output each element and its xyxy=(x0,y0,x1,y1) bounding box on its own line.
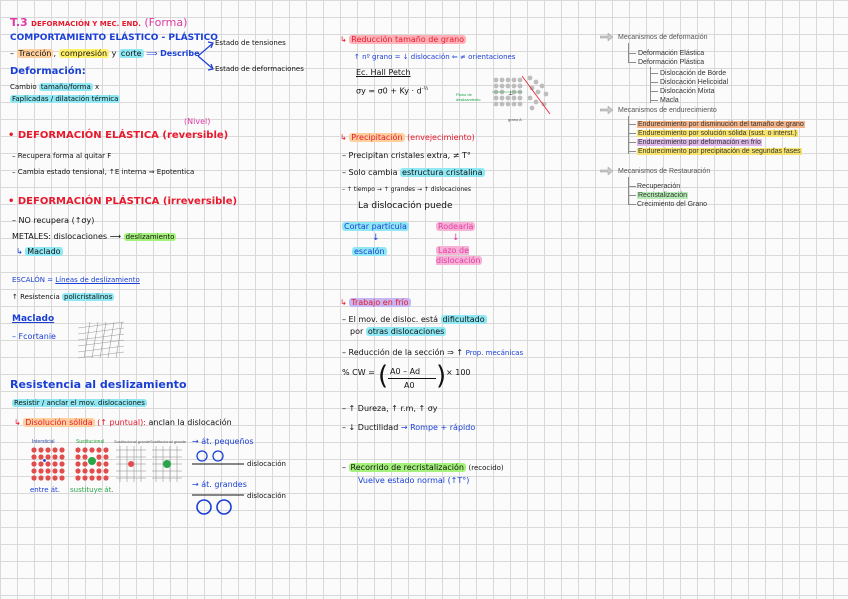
ngrano: ↑ nº grano = ↓ dislocación ⇐ ≠ orientaciones xyxy=(354,53,516,61)
cw-times: × 100 xyxy=(446,368,471,377)
recorrido-tag: (recocido) xyxy=(468,464,504,472)
tree-line xyxy=(628,204,636,205)
cambio-mark: tamaño/forma xyxy=(40,83,91,91)
maclado-sketch xyxy=(76,318,128,360)
maclado-sub xyxy=(16,247,63,257)
ductil-pre: – ↓ Ductilidad xyxy=(342,423,399,432)
svg-text:⊥: ⊥ xyxy=(508,90,514,97)
tree-line xyxy=(628,62,636,63)
recorrido-line xyxy=(342,463,504,473)
cw-paren-left: ( xyxy=(378,361,389,391)
escalon-pre: ESCALÓN = xyxy=(12,276,54,284)
resist-pre: ↑ Resistencia xyxy=(12,293,60,301)
title-line xyxy=(10,16,187,29)
prop-mec: Prop. mecánicas xyxy=(465,349,524,357)
ductil-post: Rompe + rápido xyxy=(410,423,476,432)
trabajo-title: Trabajo en frío xyxy=(351,298,409,307)
precip-arrow: ↳ xyxy=(340,133,347,142)
red-grano-arrow: ↳ xyxy=(340,35,347,44)
disol-tail: anclan la dislocación xyxy=(148,418,232,427)
traccion-line: – Tracción , compresión y corte ⟹ Describe xyxy=(10,49,200,58)
lattice-diagrams xyxy=(30,446,190,482)
disol-post: (↑ puntual): xyxy=(97,418,146,427)
resistir: Resistir / anclar el mov. dislocaciones xyxy=(14,399,145,407)
grano-a: grano A xyxy=(508,117,522,122)
traccion: Tracción xyxy=(18,49,52,58)
lattice-label-4: Sustitucional grande xyxy=(150,439,187,444)
tree-root-deformacion: Mecanismos de deformación xyxy=(618,34,708,41)
trab-1-pre: – El mov. de disloc. está xyxy=(342,315,438,324)
lattice-label-3: Sustitucional grande xyxy=(114,439,151,444)
at-grandes: → át. grandes xyxy=(192,480,247,489)
cw-numerator: A0 – Ad xyxy=(390,367,421,376)
tree-line xyxy=(628,142,636,143)
tree-r2 xyxy=(637,191,688,200)
big-circles xyxy=(192,491,244,517)
recorrido-mark: Recorrido de recristalización xyxy=(350,463,464,472)
resistencia-line xyxy=(12,292,114,302)
tree-e1 xyxy=(637,120,805,129)
tree-r3: Crecimiento del Grano xyxy=(637,201,708,208)
arrow-icon-deformacion xyxy=(600,33,614,41)
fapl: Fapl xyxy=(12,95,27,103)
dislocacion-2: dislocación xyxy=(247,492,286,500)
dislocacion-1: dislocación xyxy=(247,460,286,468)
trabajo-point-1 xyxy=(342,315,487,325)
metales-line xyxy=(12,232,176,242)
tree-line xyxy=(650,100,658,101)
tree-e2-label: Endurecimiento por solución sólida (sust. o interst.) xyxy=(638,130,797,137)
disol-arrow: ↳ xyxy=(14,418,21,427)
estado-tensiones: Estado de tensiones xyxy=(215,39,286,47)
trabajo-point-1b xyxy=(350,327,446,337)
tree-root-endurecimiento: Mecanismos de endurecimiento xyxy=(618,107,717,114)
precip-line xyxy=(340,133,475,143)
cw-bar xyxy=(388,378,436,379)
maclado-label: Maclado xyxy=(27,247,61,256)
rodearla: Rodearla xyxy=(438,222,474,231)
maclado-title: Maclado xyxy=(12,314,55,324)
precip-point-3: – ↑ tiempo → ↑ grandes → ↑ dislocaciones xyxy=(342,186,471,193)
precip-point-1: – Precipitan cristales extra, ≠ T° xyxy=(342,151,471,160)
trabajo-arrow: ↳ xyxy=(340,298,347,307)
cortar: Cortar partícula xyxy=(344,222,407,231)
tree-line xyxy=(628,116,629,154)
cw-formula xyxy=(342,361,482,396)
tree-e3 xyxy=(637,138,762,147)
deformacion-title: Deformación: xyxy=(10,66,86,77)
tree-line xyxy=(628,124,636,125)
implies-arrow: ⟹ xyxy=(146,49,158,58)
reduccion: – Reducción de la sección ⇒ ↑ xyxy=(342,348,464,357)
sigma: σy = σ0 + Ky · d xyxy=(356,86,422,96)
title-prefix: T.3 xyxy=(10,16,28,29)
resistir-line xyxy=(12,398,147,408)
metales-pre: METALES: dislocaciones xyxy=(12,232,108,241)
tree-r2-label: Recristalización xyxy=(638,192,688,199)
escalon-post: Líneas de deslizamiento xyxy=(55,276,140,284)
arrow-cortar: ↓ xyxy=(372,233,380,243)
tree-elastica: Deformación Elástica xyxy=(638,50,705,57)
deslizamiento: deslizamiento xyxy=(125,233,175,241)
tree-mixta: Dislocación Mixta xyxy=(660,88,715,95)
tree-r1: Recuperación xyxy=(637,183,681,190)
ductilidad-line xyxy=(342,423,475,433)
at-pequenos: → át. pequeños xyxy=(192,437,254,446)
lattice-label-2: Sustitucional xyxy=(76,439,105,445)
trab-1b-mark: otras dislocaciones xyxy=(367,327,445,336)
disloc-puede: La dislocación puede xyxy=(358,201,453,211)
arrow-icon-restauracion xyxy=(600,167,614,175)
tree-e1-label: Endurecimiento por disminución del tamaño de grano xyxy=(638,121,804,128)
tree-plastica: Deformación Plástica xyxy=(638,59,705,66)
precip-tag: (envejecimiento) xyxy=(407,133,475,142)
resdes-title: Resistencia al deslizamiento xyxy=(10,378,187,391)
escalon: escalón xyxy=(354,247,385,256)
title-rest: DEFORMACIÓN Y MEC. END. xyxy=(31,20,141,28)
nivel-tag: (Nivel) xyxy=(184,117,211,126)
elastica-title: • DEFORMACIÓN ELÁSTICA (reversible) xyxy=(8,130,229,141)
red-grano-line xyxy=(340,35,466,45)
compresion: compresión xyxy=(60,49,108,58)
tree-e4 xyxy=(637,147,802,156)
sigma-exp: -½ xyxy=(421,86,429,92)
escalon-wrap xyxy=(352,247,387,257)
dash: – xyxy=(10,49,14,58)
tree-line xyxy=(628,186,636,187)
tree-line xyxy=(628,133,636,134)
sigma-eq xyxy=(356,84,428,97)
cw-paren-right: ) xyxy=(436,361,447,391)
tree-macla: Macla xyxy=(660,97,679,104)
escalon-line xyxy=(12,275,140,285)
cw-label: % CW = xyxy=(342,368,375,377)
resist-mark: policristalinos xyxy=(64,293,113,301)
reduccion-line xyxy=(342,348,523,358)
cw-denominator: A0 xyxy=(404,381,415,390)
precip-title: Precipitación xyxy=(351,133,403,142)
cambio-post: x xyxy=(94,83,100,91)
metales-arrow: ⟶ xyxy=(109,232,122,241)
ferritanie: – Fcortanie xyxy=(12,332,56,341)
dureza: – ↑ Dureza, ↑ r.m, ↑ σy xyxy=(342,404,438,413)
grain-boundary-diagram xyxy=(492,74,554,118)
branch-arrows xyxy=(196,38,216,74)
hallpetch: Ec. Hall Petch xyxy=(356,68,411,77)
trabajo-line xyxy=(340,298,411,308)
precip-2-pre: – Solo cambia xyxy=(342,168,398,177)
tree-e2 xyxy=(637,129,798,138)
describe: Describe xyxy=(160,49,200,58)
precip-2-mark: estructura cristalina xyxy=(402,168,483,177)
disol-mark: Disolución sólida xyxy=(25,418,93,427)
corte: corte xyxy=(120,49,142,58)
cambio-line xyxy=(10,82,99,92)
tree-e4-label: Endurecimiento por precipitación de segundas fases xyxy=(638,148,801,155)
estado-deformaciones: Estado de deformaciones xyxy=(215,65,304,73)
tree-line xyxy=(628,177,629,205)
tree-line xyxy=(628,195,636,196)
tree-helicoidal: Dislocación Helicoidal xyxy=(660,79,729,86)
recorrido-pre: – xyxy=(342,463,346,472)
fapl-line xyxy=(10,94,120,104)
plastica-point-1: – NO recupera (↑σy) xyxy=(12,216,95,225)
tree-line xyxy=(650,91,658,92)
maclado-arrow: ↳ xyxy=(16,247,23,256)
tree-borde: Dislocación de Borde xyxy=(660,70,727,77)
precip-point-2 xyxy=(342,168,485,178)
elastica-point-1: – Recupera forma al quitar F xyxy=(12,152,112,160)
rodearla-wrap xyxy=(436,222,475,232)
lazo: Lazo de dislocación xyxy=(436,246,481,265)
red-grano-title: Reducción tamaño de grano xyxy=(351,35,465,44)
disolucion-line xyxy=(14,418,232,428)
fapl-prefix xyxy=(10,95,120,103)
small-circles xyxy=(192,450,244,468)
cambio-pre: Cambio xyxy=(10,83,37,91)
title-tag: (Forma) xyxy=(144,16,188,29)
ductil-arrow: → xyxy=(400,423,408,432)
vuelve: Vuelve estado normal (↑T°) xyxy=(358,476,470,485)
comportamiento-heading: COMPORTAMIENTO ELÁSTICO - PLÁSTICO xyxy=(10,33,218,43)
tree-line xyxy=(650,73,658,74)
sustituye: sustituye át. xyxy=(70,486,114,494)
tree-line xyxy=(628,151,636,152)
tree-line xyxy=(650,82,658,83)
trab-1b-pre: por xyxy=(350,327,364,336)
arrow-rodearla: ↓ xyxy=(452,233,460,243)
elastica-point-2: – Cambia estado tensional, ↑E interna ⇒ Epotentica xyxy=(12,168,195,176)
y-connector: y xyxy=(111,49,117,58)
fapl-rest: icadas / dilatación térmica xyxy=(26,95,119,103)
tree-line xyxy=(628,53,636,54)
entre-at: entre át. xyxy=(30,486,61,494)
cortar-wrap xyxy=(342,222,409,232)
trab-1-mark: dificultado xyxy=(442,315,485,324)
lattice-label-1: Intersticial xyxy=(32,439,55,445)
lazo-wrap xyxy=(436,246,490,266)
plastica-title: • DEFORMACIÓN PLÁSTICA (irreversible) xyxy=(8,196,238,207)
tree-root-restauracion: Mecanismos de Restauración xyxy=(618,168,711,175)
arrow-icon-endurecimiento xyxy=(600,106,614,114)
plano-label: Plano de deslizamiento xyxy=(456,92,481,102)
tree-e3-label: Endurecimiento por deformación en frío xyxy=(638,139,761,146)
